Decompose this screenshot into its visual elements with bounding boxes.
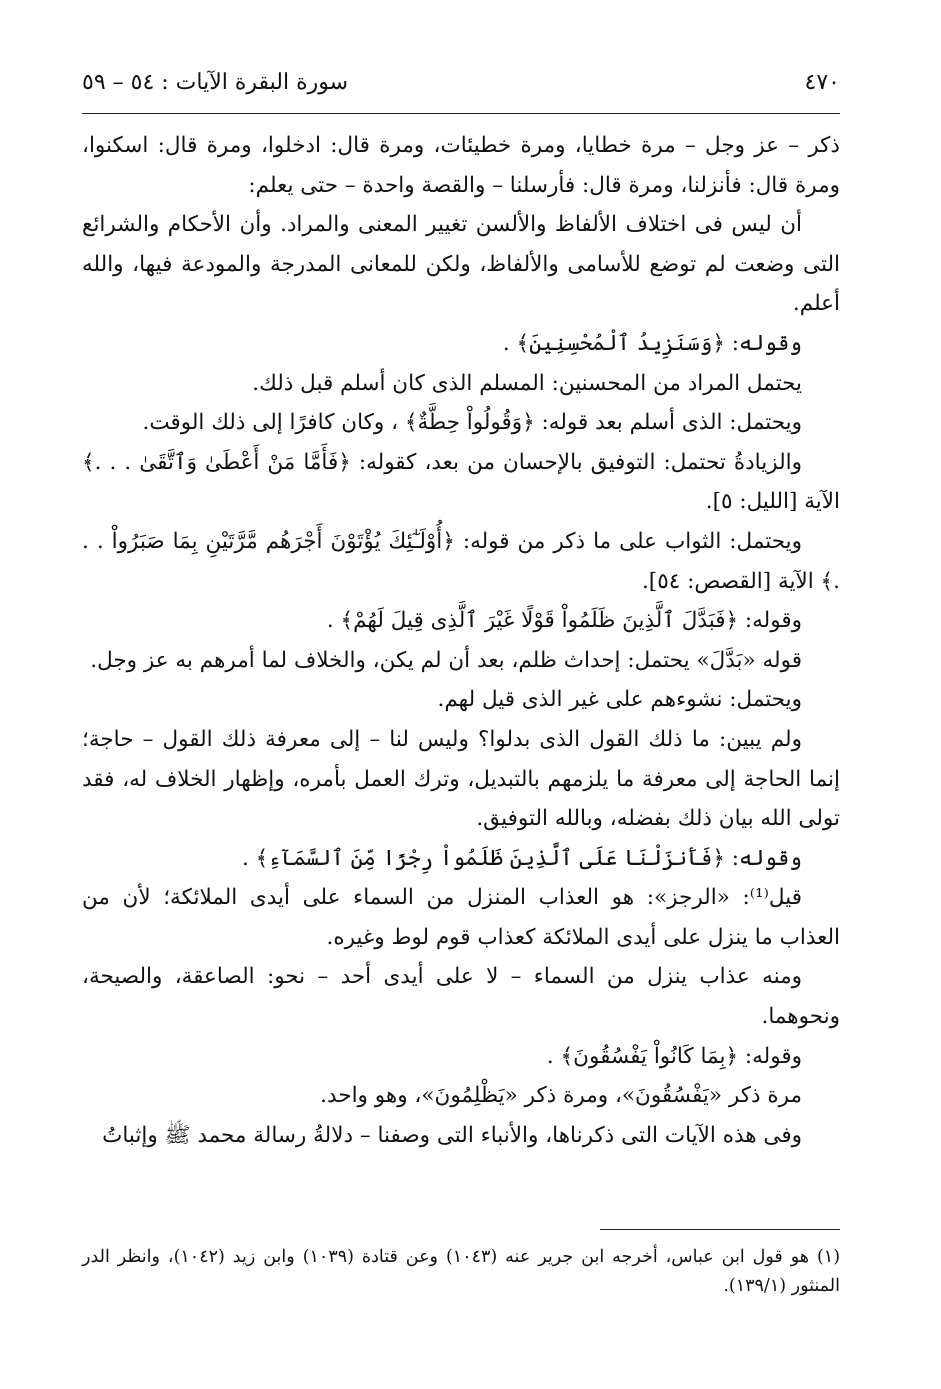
paragraph: وفى هذه الآيات التى ذكرناها، والأنباء التى وصفنا – دلالةُ رسالة محمد ﷺ وإثباتُ [102, 1122, 802, 1148]
verse-quote: وقوله: ﴿بِمَا كَانُواْ يَفْسُقُونَ﴾ . [546, 1043, 802, 1069]
verse-quote: وقوله: ﴿وَسَنَزِيدُ ٱلْمُحْسِنِينَ﴾ . [502, 330, 802, 356]
paragraph: مرة ذكر «يَفْسُقُونَ»، ومرة ذكر «يَظْلِمُونَ»، وهو واحد. [320, 1083, 802, 1109]
page-number: ٤٧٠ [804, 70, 840, 95]
paragraph: ويحتمل: نشوءهم على غير الذى قيل لهم. [437, 687, 802, 713]
paragraph: ومنه عذاب ينزل من السماء – لا على أيدى أحد – نحو: الصاعقة، والصيحة، ونحوهما. [82, 964, 840, 1030]
footnote-text: (١) هو قول ابن عباس، أخرجه ابن جرير عنه (١٠٤٣) وعن قتادة (١٠٣٩) وابن زيد (١٠٤٢)، وانظر الدر المنثور (١٣٩/١). [82, 1247, 841, 1296]
paragraph: والزيادةُ تحتمل: التوفيق بالإحسان من بعد، كقوله: ﴿فَأَمَّا مَنْ أَعْطَىٰ وَٱتَّقَىٰ . . .﴾ الآية [الليل: ٥]. [82, 449, 840, 515]
main-text [82, 126, 840, 1155]
footnote [82, 1243, 840, 1301]
paragraph: يحتمل المراد من المحسنين: المسلم الذى كان أسلم قبل ذلك. [252, 370, 802, 396]
paragraph: قوله «بَدَّلَ» يحتمل: إحداث ظلم، بعد أن لم يكن، والخلاف لما أمرهم به عز وجل. [90, 647, 802, 673]
header-divider [82, 113, 840, 114]
paragraph-continuation: ذكر – عز وجل – مرة خطايا، ومرة خطيئات، ومرة قال: ادخلوا، ومرة قال: اسكنوا، ومرة قال: فأنزلنا، ومرة قال: فأرسلنا – والقصة واحدة – حتى يعلم: [82, 133, 840, 198]
paragraph: ويحتمل: الذى أسلم بعد قوله: ﴿وَقُولُواْ حِطَّةٌ﴾ ، وكان كافرًا إلى ذلك الوقت. [142, 410, 802, 436]
verse-quote: وقوله: ﴿فَبَدَّلَ ٱلَّذِينَ ظَلَمُواْ قَوْلًا غَيْرَ ٱلَّذِى قِيلَ لَهُمْ﴾ . [326, 608, 802, 634]
running-title: سورة البقرة الآيات : ٥٤ – ٥٩ [82, 70, 349, 95]
verse-quote: وقوله: ﴿فَأَنزَلْنَا عَلَى ٱلَّذِينَ ظَلَمُواْ رِجْزًا مِّنَ ٱلسَّمَآءِ﴾ . [241, 845, 802, 871]
paragraph: ويحتمل: الثواب على ما ذكر من قوله: ﴿أُوْلَـٰٓئِكَ يُؤْتَوْنَ أَجْرَهُم مَّرَّتَيْنِ بِمَا صَبَرُواْ . . .﴾ الآية [القصص: ٥٤]. [82, 528, 840, 594]
paragraph: ولم يبين: ما ذلك القول الذى بدلوا؟ وليس لنا – إلى معرفة ذلك القول – حاجة؛ إنما الحاجة إلى معرفة ما يلزمهم بالتبديل، وترك العمل بأمره، وإظهار الخلاف له، فقد تولى الله بيان ذلك بفضله، وبالله التوفيق. [82, 726, 840, 832]
page-header [82, 66, 840, 110]
footnote-divider [600, 1229, 840, 1230]
paragraph: قيل⁽¹⁾: «الرجز»: هو العذاب المنزل من السماء على أيدى الملائكة؛ لأن من العذاب ما ينزل على أيدى الملائكة كعذاب قوم لوط وغيره. [82, 885, 840, 950]
paragraph: أن ليس فى اختلاف الألفاظ والألسن تغيير المعنى والمراد. وأن الأحكام والشرائع التى وضعت لم توضع للأسامى والألفاظ، ولكن للمعانى المدرجة والمودعة فيها، والله أعلم. [82, 212, 840, 317]
